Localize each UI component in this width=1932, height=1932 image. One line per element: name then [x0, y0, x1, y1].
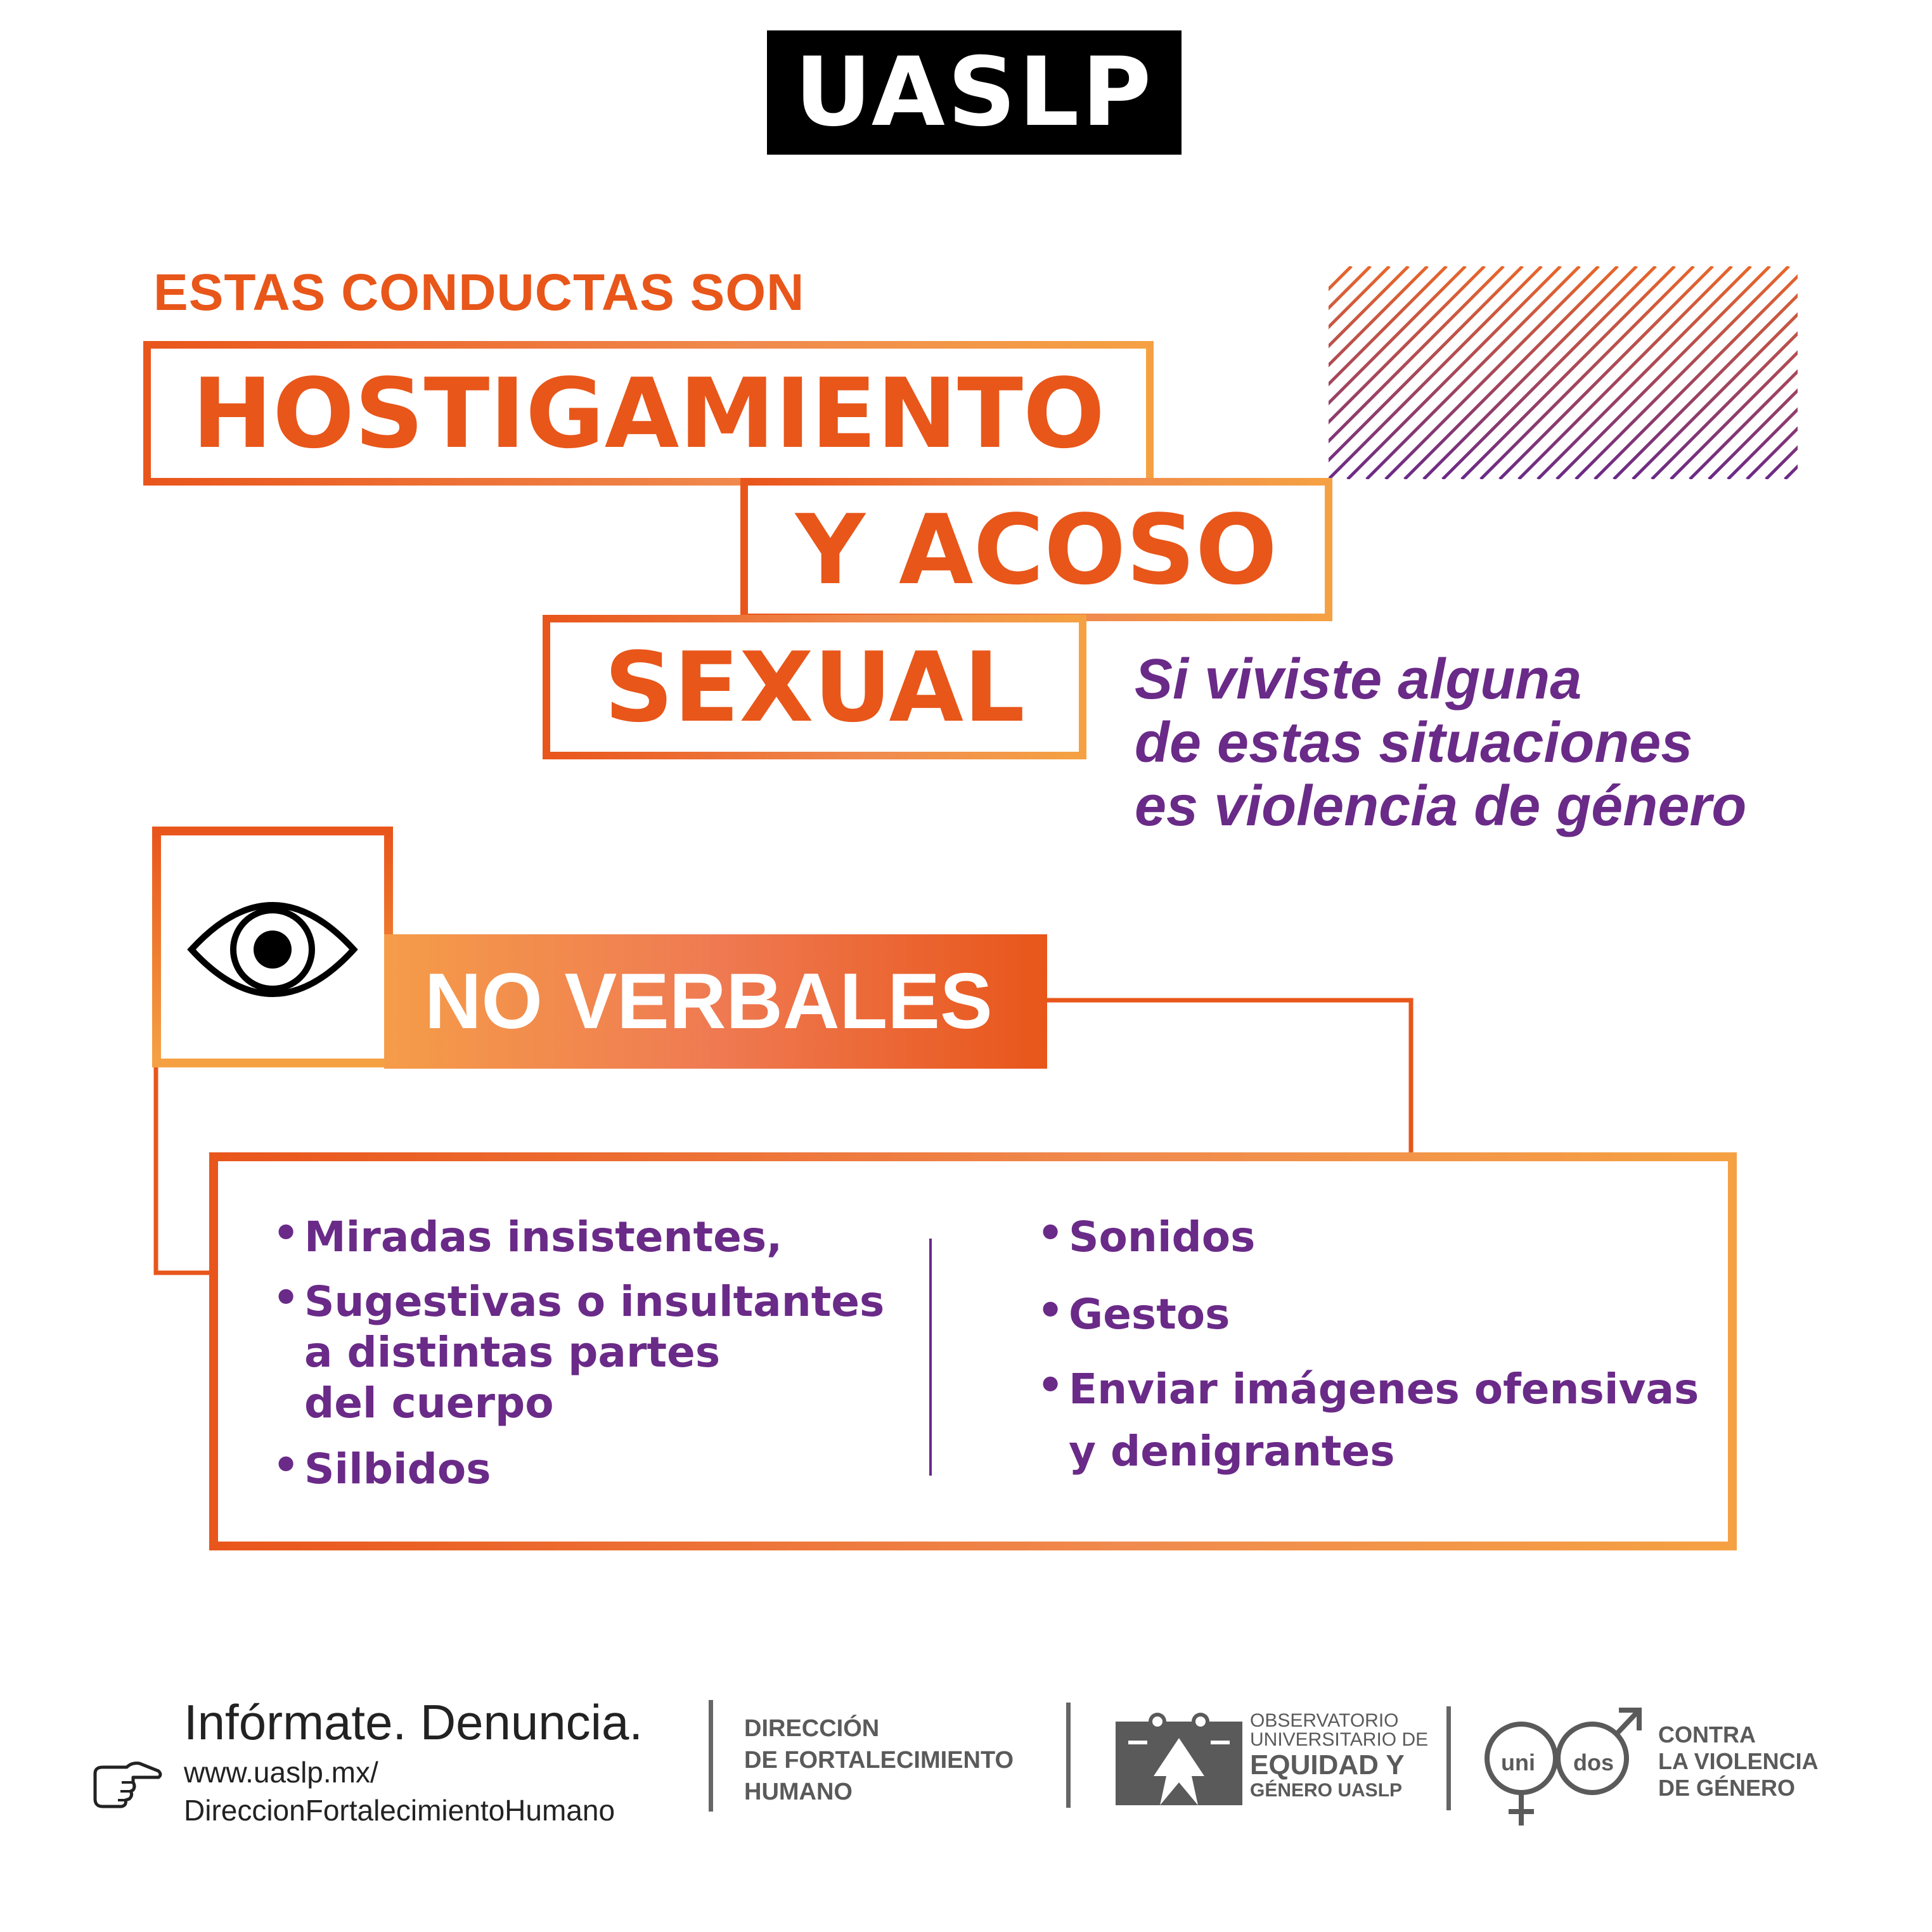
observatorio-logo-icon [1116, 1713, 1242, 1805]
subtitle-line: Si viviste alguna [1135, 648, 1582, 711]
list-item [273, 1209, 783, 1263]
logo-direccion-line: DE FORTALECIMIENTO [744, 1747, 1014, 1774]
bullet: • [273, 1441, 300, 1490]
list-item-text: Gestos [1069, 1290, 1230, 1339]
footer-title: Infórmate. Denuncia. [184, 1694, 643, 1750]
eye-icon [161, 835, 384, 1059]
logo-contra-line: DE GÉNERO [1658, 1775, 1796, 1801]
eyebrow-text: ESTAS CONDUCTAS SON [153, 264, 805, 321]
footer-divider [1066, 1703, 1071, 1808]
pointing-hand-icon [89, 1755, 165, 1812]
list-item-text: Sonidos [1069, 1213, 1256, 1261]
headline-y-acoso: Y ACOSO [740, 478, 1332, 621]
list-item-text: del cuerpo [304, 1379, 554, 1427]
list-item [273, 1441, 491, 1495]
list-item-text: y denigrantes [1069, 1427, 1395, 1476]
headline-hostigamiento: HOSTIGAMIENTO [143, 341, 1154, 486]
bullet: • [1037, 1286, 1064, 1335]
footer-divider [709, 1700, 713, 1812]
logo-direccion [744, 1713, 1014, 1808]
list-item-text: Miradas insistentes, [304, 1213, 783, 1261]
unidos-uni: uni [1501, 1749, 1535, 1775]
logo-observatorio [1250, 1711, 1428, 1800]
list-item [1037, 1286, 1230, 1340]
headline-sexual: SEXUAL [543, 615, 1086, 759]
list-item-text: Sugestivas o insultantes [304, 1277, 885, 1326]
uaslp-logo: UASLP [767, 30, 1182, 155]
footer-url-line[interactable]: www.uaslp.mx/ [184, 1756, 378, 1789]
logo-direccion-line: DIRECCIÓN [744, 1715, 880, 1742]
subtitle-line: es violencia de género [1135, 775, 1747, 838]
category-banner: NO VERBALES [384, 934, 1047, 1069]
footer-url[interactable] [184, 1753, 615, 1829]
list-item [1037, 1361, 1699, 1477]
logo-contra-line: CONTRA [1658, 1722, 1756, 1748]
column-divider [929, 1239, 932, 1476]
bullet: • [273, 1273, 300, 1322]
list-item-text: a distintas partes [304, 1328, 721, 1377]
logo-contra-line: LA VIOLENCIA [1658, 1748, 1819, 1774]
logo-contra-violencia [1658, 1722, 1819, 1801]
icon-box [152, 827, 393, 1067]
logo-observatorio-line: OBSERVATORIO [1250, 1710, 1399, 1731]
unidos-dos: dos [1573, 1749, 1614, 1775]
logo-observatorio-line: UNIVERSITARIO DE [1250, 1729, 1429, 1750]
list-item [273, 1273, 885, 1429]
footer-divider [1446, 1706, 1451, 1810]
subtitle-line: de estas situaciones [1135, 711, 1693, 775]
logo-direccion-line: HUMANO [744, 1779, 853, 1805]
bullet: • [1037, 1361, 1064, 1410]
list-item-text: Silbidos [304, 1445, 491, 1493]
list-item [1037, 1209, 1256, 1263]
logo-observatorio-line: EQUIDAD Y [1250, 1749, 1405, 1781]
bullet: • [1037, 1209, 1064, 1258]
bullet: • [273, 1209, 300, 1258]
footer-url-line[interactable]: DireccionFortalecimientoHumano [184, 1794, 615, 1827]
list-item-text: Enviar imágenes ofensivas [1069, 1365, 1699, 1414]
logo-observatorio-line: GÉNERO UASLP [1250, 1780, 1403, 1801]
